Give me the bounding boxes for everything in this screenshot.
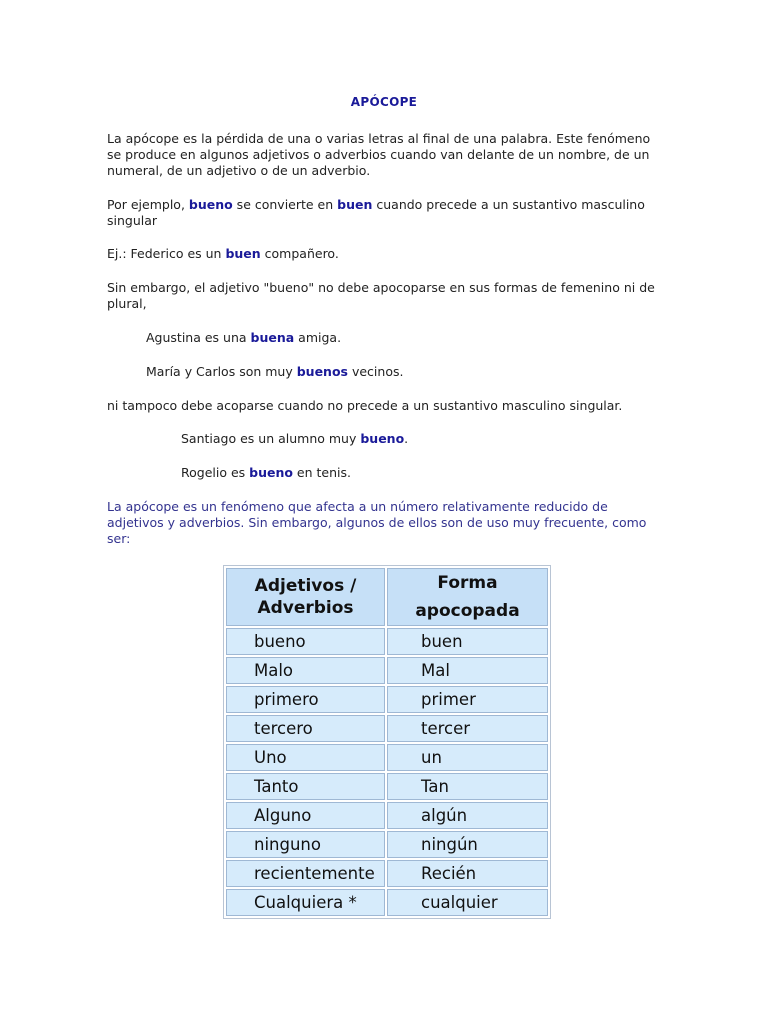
summary-paragraph: La apócope es un fenómeno que afecta a un número relativamente reducido de adjetivos y adverbios. Sin embargo, algunos de ellos son de uso muy frecuente, como ser: (107, 499, 647, 546)
table-cell: tercer (387, 715, 548, 742)
example-plural (146, 364, 706, 380)
highlight-word: buen (337, 197, 373, 212)
intro-paragraph: La apócope es la pérdida de una o varias letras al final de una palabra. Este fenómeno se produce en algunos adjetivos o adverbios cuando van delante de un nombre, de un numeral, de un adjetivo o de un adverbio. (107, 131, 651, 178)
table-cell: Mal (387, 657, 548, 684)
highlight-word: buen (225, 246, 261, 261)
example-paragraph (107, 197, 667, 229)
table-row (226, 628, 548, 655)
text-segment: se convierte en (232, 197, 338, 212)
table-cell: recientemente (226, 860, 385, 887)
apocope-table (223, 565, 551, 919)
highlight-word: buenos (296, 364, 348, 379)
header-line: apocopada (415, 601, 520, 621)
table-row (226, 889, 548, 916)
text-segment: Por ejemplo, (107, 197, 189, 212)
table-cell: Tan (387, 773, 548, 800)
text-segment: . (404, 431, 409, 446)
highlight-word: bueno (188, 197, 233, 212)
text-segment: Agustina es una (146, 330, 251, 345)
table-row (226, 831, 548, 858)
example-sentence-santiago (181, 431, 741, 447)
table-cell: Cualquiera * (226, 889, 385, 916)
text-segment: Ej.: Federico es un (107, 246, 226, 261)
table-cell: Tanto (226, 773, 385, 800)
exception-paragraph: Sin embargo, el adjetivo "bueno" no debe apocoparse en sus formas de femenino ni de plural, (107, 280, 655, 311)
table-row (226, 686, 548, 713)
table-header-row (226, 568, 548, 626)
example-feminine (146, 330, 706, 346)
text-segment: en tenis. (292, 465, 351, 480)
text-segment: Rogelio es (181, 465, 250, 480)
text-segment: cuando precede a un sustantivo masculino singular (107, 197, 645, 228)
table-row (226, 715, 548, 742)
table-cell: primero (226, 686, 385, 713)
text-segment: Santiago es un alumno muy (181, 431, 361, 446)
table-row (226, 657, 548, 684)
highlight-word: bueno (249, 465, 293, 480)
highlight-word: buena (250, 330, 295, 345)
table-cell: primer (387, 686, 548, 713)
table-row (226, 860, 548, 887)
table-cell: ninguno (226, 831, 385, 858)
table-cell: buen (387, 628, 548, 655)
table-cell: algún (387, 802, 548, 829)
highlight-word: bueno (360, 431, 405, 446)
header-forma (387, 568, 548, 626)
text-segment: vecinos. (348, 364, 404, 379)
header-line: Adverbios (257, 598, 354, 618)
text-segment: compañero. (260, 246, 339, 261)
table-cell: Alguno (226, 802, 385, 829)
table-row (226, 802, 548, 829)
table-cell: ningún (387, 831, 548, 858)
exception-paragraph-2: ni tampoco debe acoparse cuando no precede a un sustantivo masculino singular. (107, 398, 623, 413)
page-title: APÓCOPE (350, 95, 418, 109)
text-segment: María y Carlos son muy (146, 364, 297, 379)
header-line: Adjetivos / (254, 576, 357, 596)
table-cell: Uno (226, 744, 385, 771)
table-row (226, 744, 548, 771)
example-sentence (107, 246, 667, 262)
table-cell: bueno (226, 628, 385, 655)
table-cell: tercero (226, 715, 385, 742)
example-sentence-rogelio (181, 465, 741, 481)
header-adjetivos (226, 568, 385, 626)
text-segment: amiga. (294, 330, 342, 345)
header-line: Forma (437, 573, 498, 593)
table-cell: un (387, 744, 548, 771)
table-cell: Recién (387, 860, 548, 887)
table-cell: cualquier (387, 889, 548, 916)
table-cell: Malo (226, 657, 385, 684)
table-row (226, 773, 548, 800)
